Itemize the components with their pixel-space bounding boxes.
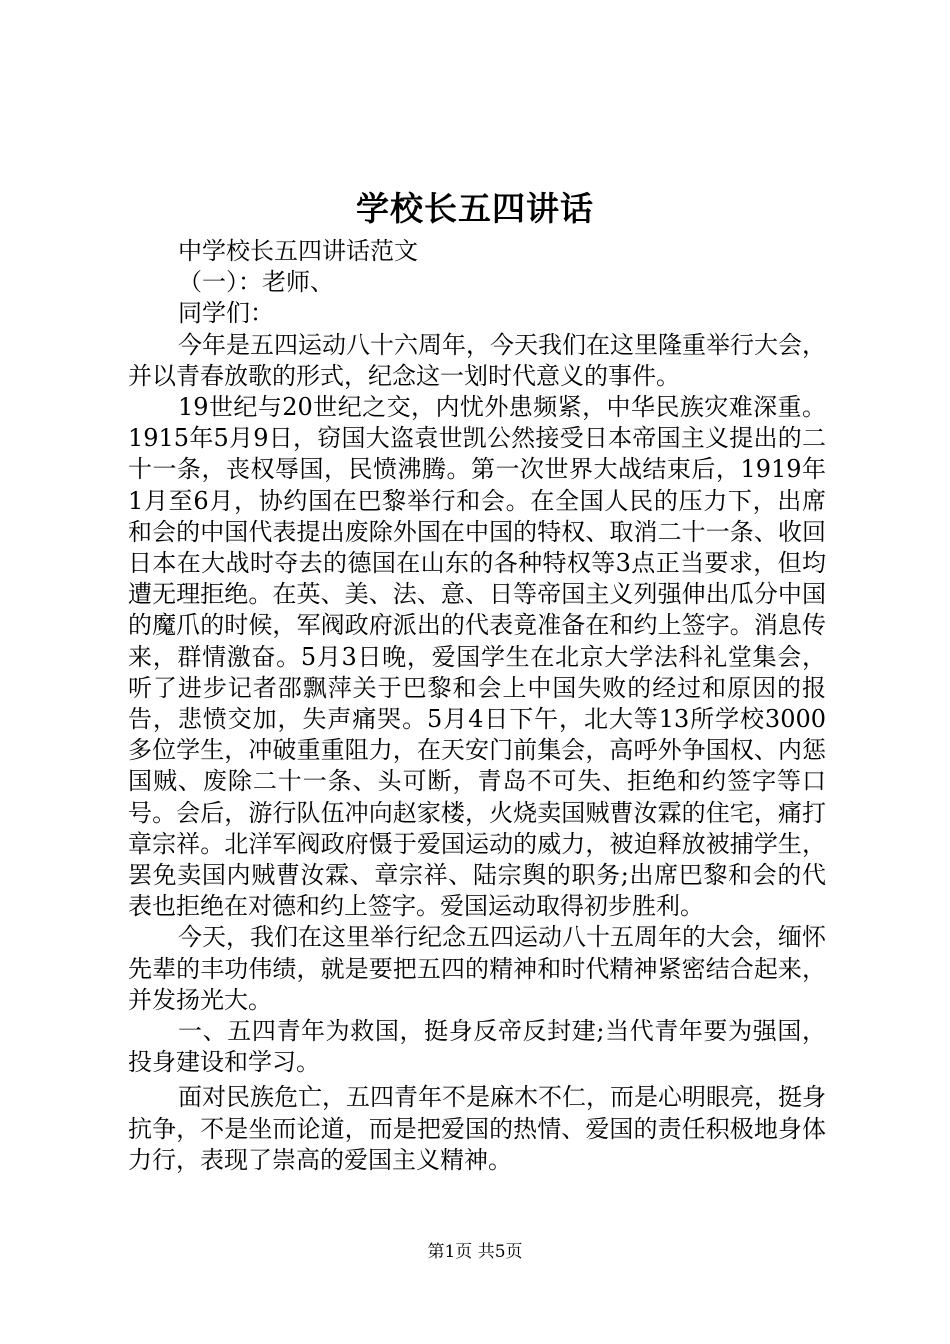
- body-paragraph: 面对民族危亡，五四青年不是麻木不仁，而是心明眼亮，挺身抗争，不是坐而论道，而是把爱国的热情、爱国的责任积极地身体力行，表现了崇高的爱国主义精神。: [128, 1083, 826, 1174]
- section-heading-paragraph: 一、五四青年为救国，挺身反帝反封建;当代青年要为强国，投身建设和学习。: [128, 1017, 826, 1077]
- body-paragraph: 今年是五四运动八十六周年，今天我们在这里隆重举行大会，并以青春放歌的形式，纪念这一划时代意义的事件。: [128, 330, 826, 390]
- salutation-line-2: 同学们：: [178, 299, 274, 328]
- body-paragraph: 19世纪与20世纪之交，内忧外患频紧，中华民族灾难深重。1915年5月9日，窃国大盗袁世凯公然接受日本帝国主义提出的二十一条，丧权辱国，民愤沸腾。第一次世界大战结束后，1919年1月至6月，协约国在巴黎举行和会。在全国人民的压力下，出席和会的中国代表提出废除外国在中国的特权、取消二十一条、收回日本在大战时夺去的德国在山东的各种特权等3点正当要求，但均遭无理拒绝。在英、美、法、意、日等帝国主义列强伸出瓜分中国的魔爪的时候，军阀政府派出的代表竟准备在和约上签字。消息传来，群情激奋。5月3日晚，爱国学生在北京大学法科礼堂集会，听了进步记者邵飘萍关于巴黎和会上中国失败的经过和原因的报告，悲愤交加，失声痛哭。5月4日下午，北大等13所学校3000多位学生，冲破重重阻力，在天安门前集会，高呼外争国权、内惩国贼、废除二十一条、头可断，青岛不可失、拒绝和约签字等口号。会后，游行队伍冲向赵家楼，火烧卖国贼曹汝霖的住宅，痛打章宗祥。北洋军阀政府慑于爱国运动的威力，被迫释放被捕学生，罢免卖国内贼曹汝霖、章宗祥、陆宗舆的职务;出席巴黎和会的代表也拒绝在对德和约上签字。爱国运动取得初步胜利。: [128, 393, 826, 921]
- page-footer: 第1页 共5页: [427, 1242, 523, 1262]
- subtitle-paragraph: 中学校长五四讲话范文: [178, 237, 418, 265]
- document-title: 学校长五四讲话: [356, 189, 594, 228]
- document-body: [128, 236, 826, 1176]
- salutation-line-1: （一）：老师、: [178, 268, 334, 297]
- body-paragraph: 今天，我们在这里举行纪念五四运动八十五周年的大会，缅怀先辈的丰功伟绩，就是要把五四的精神和时代精神紧密结合起来，并发扬光大。: [128, 923, 826, 1014]
